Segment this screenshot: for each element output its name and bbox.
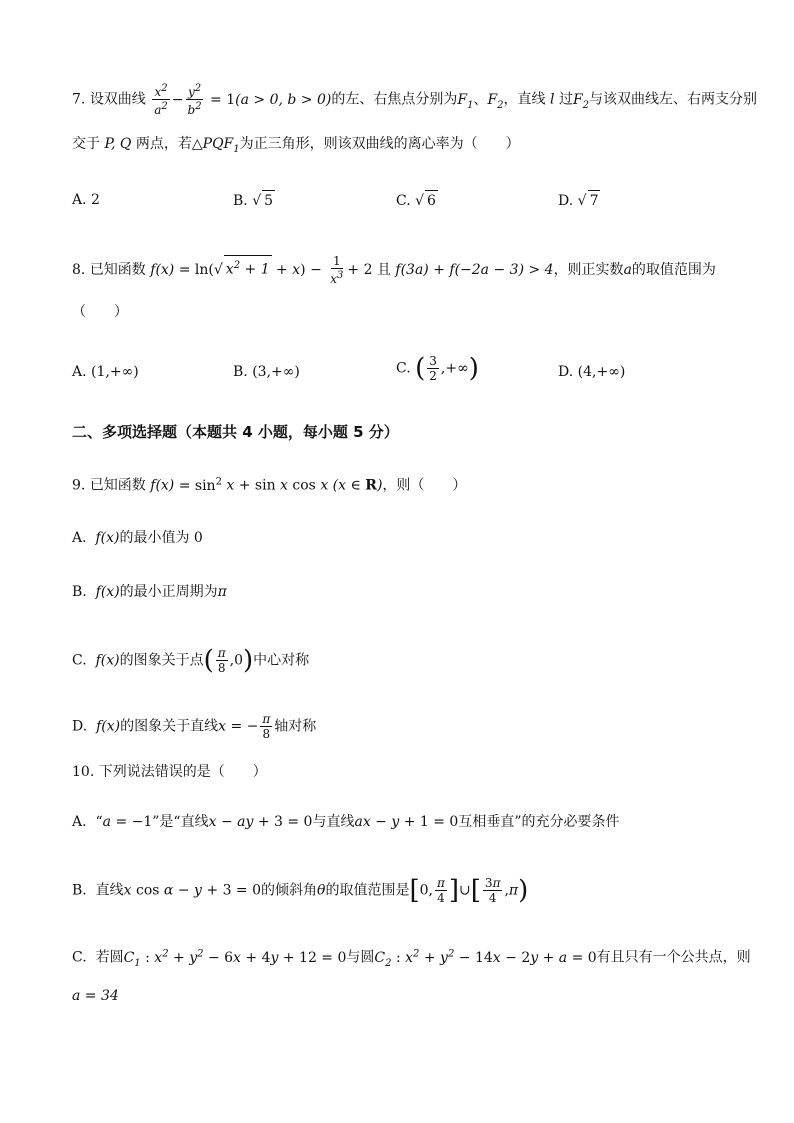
q7-text: 两点，若△ bbox=[135, 136, 203, 152]
q8-text: 且 bbox=[376, 262, 391, 278]
q10-option-c[interactable]: C. 若圆$C_1$ : $x^2 + y^2 - 6x + 4y + 12 = 0$与圆$C_2$ : $x^2 + y^2 - 14x - 2y + a = 0$有且只有一个公共点，则 bbox=[72, 948, 751, 969]
q9-line1 bbox=[72, 472, 466, 496]
q7-line1 bbox=[72, 82, 757, 117]
function-f-definition: f(x) = ln(√ $x^2 + 1 + x$) − $\frac{1}{x^3}$ + 2 bbox=[150, 254, 373, 286]
line-l: l bbox=[545, 91, 559, 108]
focus-f2: $F_2$ bbox=[572, 91, 590, 111]
q9-option-a[interactable]: A. f(x)的最小值为 0 bbox=[72, 530, 203, 546]
q8-text: 的取值范围为 bbox=[631, 262, 716, 278]
q9-option-d[interactable]: D. f(x)的图象关于直线x = − $\frac{\pi}{8}$ 轴对称 bbox=[72, 712, 317, 741]
triangle-pqf1: $PQF_1$ bbox=[202, 136, 240, 155]
question-number: 7. bbox=[72, 91, 86, 108]
q7-text: 为正三角形，则该双曲线的离心率为（ ） bbox=[239, 136, 520, 152]
q7-text: 交于 bbox=[72, 136, 100, 152]
q9-option-b[interactable]: B. f(x)的最小正周期为π bbox=[72, 584, 227, 600]
q7-option-a[interactable]: A. 2 bbox=[72, 192, 100, 208]
question-number: 10. bbox=[72, 764, 95, 780]
foci: $F_1$、$F_2$ bbox=[457, 91, 504, 111]
q8-text: ，则正实数 bbox=[553, 262, 624, 278]
q8-option-c[interactable]: C. ( $\frac{3}{2}$ ,+∞) bbox=[396, 353, 479, 384]
q8-option-a[interactable]: A. (1,+∞) bbox=[72, 364, 139, 380]
q10-line1 bbox=[72, 762, 267, 782]
function-f-definition: $f(x) = \sin^2 x + \sin x$ cos x (x ∈ R) bbox=[150, 476, 383, 494]
q8-line1 bbox=[72, 254, 716, 286]
q8-option-b[interactable]: B. (3,+∞) bbox=[233, 364, 300, 380]
q7-option-c[interactable]: C. √ 6 bbox=[396, 190, 438, 211]
question-number: 9. bbox=[72, 477, 86, 494]
q9-text: ，则（ ） bbox=[382, 477, 467, 494]
hyperbola-equation: $\frac{x^2}{a^2}$ − $\frac{y^2}{b^2}$ = 1(a > 0, b > 0) bbox=[154, 83, 332, 117]
q10-text: 下列说法错误的是（ ） bbox=[98, 764, 267, 780]
q9-option-c[interactable]: C. f(x)的图象关于点( $\frac{\pi}{8}$ ,0)中心对称 bbox=[72, 645, 310, 676]
q10-option-a[interactable]: A. “a = −1”是“直线x − ay + 3 = 0与直线ax − y + 1 = 0互相垂直”的充分必要条件 bbox=[72, 814, 620, 830]
q7-option-d[interactable]: D. √ 7 bbox=[558, 190, 600, 211]
q7-text: 与该双曲线左、右两支分别 bbox=[589, 91, 758, 108]
q8-line2: （ ） bbox=[72, 304, 128, 320]
question-number: 8. bbox=[72, 262, 86, 278]
q7-text: ，直线 bbox=[503, 91, 546, 108]
q10-option-c-line2: a = 34 bbox=[72, 988, 119, 1004]
q7-text: 设双曲线 bbox=[89, 91, 146, 108]
q9-text: 已知函数 bbox=[89, 477, 146, 494]
section-heading: 二、多项选择题（本题共 4 小题，每小题 5 分） bbox=[72, 423, 399, 441]
inequality: f(3a) + f(−2a − 3) > 4 bbox=[395, 262, 554, 278]
q8-option-d[interactable]: D. (4,+∞) bbox=[558, 364, 626, 380]
var-a: a bbox=[623, 262, 632, 278]
q7-line2 bbox=[72, 134, 520, 160]
q8-text: 已知函数 bbox=[89, 262, 146, 278]
q7-text: 过 bbox=[558, 91, 573, 108]
q7-text: 的左、右焦点分别为 bbox=[331, 91, 458, 108]
q7-option-b[interactable]: B. √ 5 bbox=[233, 190, 275, 211]
points-pq: P, Q bbox=[100, 136, 136, 152]
q10-option-b[interactable]: B. 直线x cos α − y + 3 = 0的倾斜角θ的取值范围是[0, $\frac{\pi}{4}$ ]∪[ $\frac{3\pi}{4}$ ,π) bbox=[72, 875, 529, 906]
